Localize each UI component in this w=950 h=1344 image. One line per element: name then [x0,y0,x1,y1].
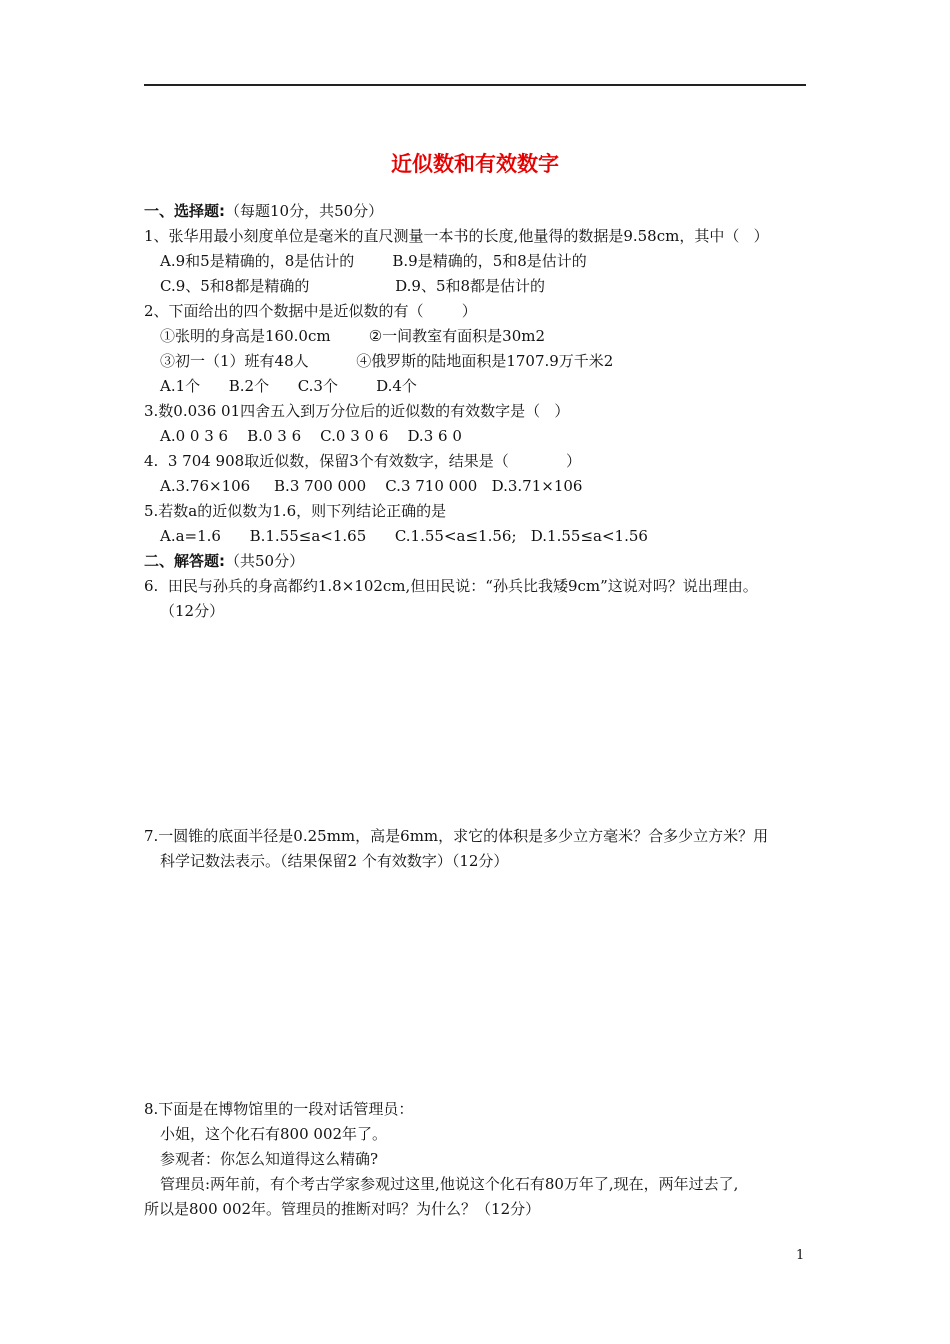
question-2-items-1-2: ①张明的身高是160.0cm ②一间教室有面积是30m2 [160,327,546,345]
question-5-stem: 5.若数a的近似数为1.6，则下列结论正确的是 [144,502,447,520]
question-4-options: A.3.76×106 B.3 700 000 C.3 710 000 D.3.71×106 [160,477,583,495]
section-2-note: （共50分） [225,552,305,570]
section-1-note: （每题10分，共50分） [225,202,384,220]
question-2-options: A.1个 B.2个 C.3个 D.4个 [160,377,417,395]
question-2-stem: 2、下面给出的四个数据中是近似数的有（ ） [144,302,477,320]
question-6-line-1: 6. 田民与孙兵的身高都约1.8×102cm,但田民说：“孙兵比我矮9cm”这说对吗？说出理由。 [144,577,758,595]
question-5-options: A.a=1.6 B.1.55≤a<1.65 C.1.55<a≤1.56; D.1.55≤a<1.56 [160,527,648,545]
question-7-line-2: 科学记数法表示。（结果保留2 个有效数字）（12分） [160,852,509,870]
section-1-heading: 一、选择题: [144,202,225,220]
header-rule [144,84,806,86]
question-6-line-2: （12分） [160,602,225,620]
section-2-heading-line [144,550,304,572]
question-2-items-3-4: ③初一（1）班有48人 ④俄罗斯的陆地面积是1707.9万千米2 [160,352,614,370]
question-4-stem: 4. 3 704 908取近似数，保留3个有效数字，结果是（ ） [144,452,581,470]
question-1-options-cd: C.9、5和8都是精确的 D.9、5和8都是估计的 [160,277,546,295]
question-8-line-5: 所以是800 002年。管理员的推断对吗？为什么？（12分） [144,1200,541,1218]
section-1-heading-line [144,200,383,222]
question-1-stem: 1、张华用最小刻度单位是毫米的直尺测量一本书的长度,他量得的数据是9.58cm，其中（ ） [144,227,769,245]
question-8-line-3: 参观者：你怎么知道得这么精确? [160,1150,379,1168]
page-title: 近似数和有效数字 [391,152,559,176]
section-2-heading: 二、解答题: [144,552,225,570]
question-3-options: A.0 0 3 6 B.0 3 6 C.0 3 0 6 D.3 6 0 [160,427,462,445]
question-8-line-1: 8.下面是在博物馆里的一段对话管理员： [144,1100,414,1118]
page-number: 1 [796,1248,805,1263]
question-3-stem: 3.数0.036 01四舍五入到万分位后的近似数的有效数字是（ ） [144,402,570,420]
question-8-line-2: 小姐，这个化石有800 002年了。 [160,1125,388,1143]
question-7-line-1: 7.一圆锥的底面半径是0.25mm，高是6mm，求它的体积是多少立方毫米？合多少立方米？用 [144,827,769,845]
question-1-options-ab: A.9和5是精确的，8是估计的 B.9是精确的，5和8是估计的 [160,252,587,270]
question-8-line-4: 管理员:两年前，有个考古学家参观过这里,他说这个化石有80万年了,现在，两年过去了, [160,1175,739,1193]
